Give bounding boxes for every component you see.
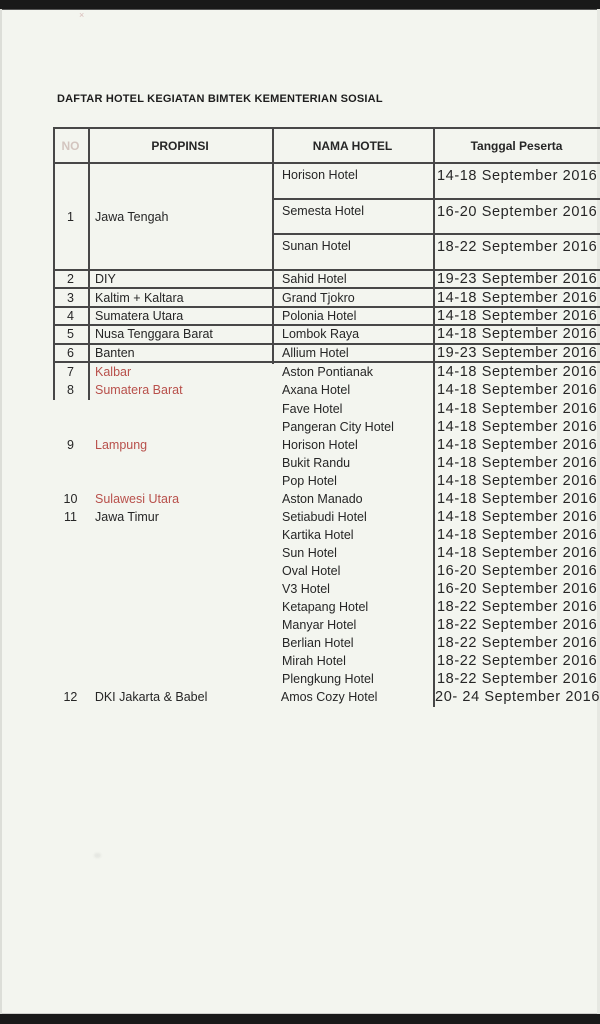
tanggal-cell: [433, 527, 600, 543]
tanggal-text: 14-18 September 2016: [437, 472, 598, 489]
tanggal-cell: [433, 653, 600, 669]
document-title: DAFTAR HOTEL KEGIATAN BIMTEK KEMENTERIAN SOSIAL: [57, 93, 383, 105]
hotel-cell: Berlian Hotel: [282, 636, 354, 651]
table-row: [53, 400, 600, 418]
no-cell: 11: [64, 509, 77, 524]
propinsi-cell: Sulawesi Utara: [95, 491, 180, 506]
tanggal-cell: [433, 617, 600, 633]
hotel-subrow: [272, 235, 600, 269]
tanggal-cell: [433, 599, 600, 615]
no-cell: 3: [67, 290, 74, 305]
hotel-cell: Kartika Hotel: [282, 527, 354, 542]
propinsi-cell: Jawa Tengah: [95, 209, 169, 224]
table-header-row: [53, 127, 600, 164]
tanggal-text: 14-18 September 2016: [437, 454, 598, 471]
hotel-cell: Aston Pontianak: [282, 365, 374, 380]
table-row: [53, 526, 600, 544]
tanggal-cell: [433, 345, 600, 361]
tanggal-text: 19-23 September 2016: [437, 344, 598, 361]
tanggal-text: 16-20 September 2016: [437, 203, 598, 220]
page-left-edge: [0, 9, 2, 1014]
group-hotel-subrows: [272, 164, 600, 269]
tanggal-text: 19-23 September 2016: [437, 271, 598, 288]
scan-smudge: [94, 853, 101, 858]
tanggal-cell: [433, 581, 600, 597]
tanggal-text: 18-22 September 2016: [437, 653, 598, 670]
table-row: [53, 670, 600, 688]
tanggal-text: 14-18 September 2016: [437, 307, 598, 324]
tanggal-text: 14-18 September 2016: [437, 436, 598, 453]
table-row: [53, 508, 600, 526]
propinsi-cell: Kaltim + Kaltara: [95, 290, 184, 305]
propinsi-cell: Lampung: [95, 437, 148, 452]
no-cell: 8: [67, 383, 74, 398]
tanggal-cell: [433, 382, 600, 398]
table-row: [53, 616, 600, 634]
hotel-cell: Pop Hotel: [282, 473, 337, 488]
header-propinsi: PROPINSI: [151, 138, 209, 153]
table-row: [53, 326, 600, 344]
tanggal-cell: [433, 455, 600, 471]
tanggal-text: 14-18 September 2016: [437, 289, 598, 306]
table-row: [53, 308, 600, 326]
hotel-cell: Setiabudi Hotel: [282, 509, 367, 524]
table-row: [53, 652, 600, 670]
tanggal-text: 14-18 September 2016: [437, 526, 598, 543]
tanggal-cell: [433, 419, 600, 435]
tanggal-text: 16-20 September 2016: [437, 581, 598, 598]
scan-artifact-mark: ×: [79, 10, 85, 20]
no-cell: 1: [67, 209, 74, 224]
tanggal-cell: [433, 271, 600, 287]
table-row: [53, 418, 600, 436]
tanggal-cell: [431, 689, 600, 705]
tanggal-cell: [433, 239, 600, 255]
table-row: [53, 688, 600, 706]
tanggal-cell: [433, 545, 600, 561]
propinsi-cell: Kalbar: [95, 365, 132, 380]
tanggal-text: 16-20 September 2016: [437, 562, 598, 579]
tanggal-cell: [433, 473, 600, 489]
hotel-cell: Plengkung Hotel: [282, 672, 374, 687]
tanggal-text: 14-18 September 2016: [437, 490, 598, 507]
hotel-cell: Manyar Hotel: [282, 618, 357, 633]
table-row: [53, 289, 600, 307]
table-row: [53, 544, 600, 562]
hotel-cell: Sun Hotel: [282, 545, 337, 560]
hotel-cell: Oval Hotel: [282, 563, 341, 578]
tanggal-cell: [433, 635, 600, 651]
hotel-cell: Semesta Hotel: [282, 203, 364, 218]
tanggal-text: 14-18 September 2016: [437, 418, 598, 435]
no-cell: 5: [67, 327, 74, 342]
no-cell: 6: [67, 345, 74, 360]
table-row: [53, 634, 600, 652]
table-row: [53, 381, 600, 399]
tanggal-cell: [433, 437, 600, 453]
table-row: [53, 562, 600, 580]
tanggal-text: 14-18 September 2016: [437, 168, 598, 184]
photo-bottom-band: [0, 1013, 600, 1024]
hotel-cell: Sahid Hotel: [282, 272, 347, 287]
table-border-left: [53, 127, 55, 400]
hotel-cell: Fave Hotel: [282, 401, 343, 416]
table-row: [53, 363, 600, 381]
no-cell: 2: [67, 272, 74, 287]
table-row: [53, 454, 600, 472]
tanggal-cell: [433, 491, 600, 507]
no-cell: 10: [63, 491, 78, 506]
tanggal-cell: [433, 326, 600, 342]
tanggal-cell: [433, 364, 600, 380]
tanggal-text: 20- 24 September 2016: [435, 689, 600, 706]
hotel-cell: Grand Tjokro: [282, 290, 355, 305]
table-row: [53, 472, 600, 490]
tanggal-text: 14-18 September 2016: [437, 544, 598, 561]
propinsi-cell: Sumatera Utara: [95, 308, 184, 323]
hotel-cell: Allium Hotel: [282, 345, 349, 360]
tanggal-cell: [433, 563, 600, 579]
hotel-cell: Ketapang Hotel: [282, 600, 369, 615]
tanggal-text: 14-18 September 2016: [437, 382, 598, 399]
tanggal-text: 18-22 September 2016: [437, 599, 598, 616]
propinsi-cell: DIY: [95, 272, 116, 287]
table-divider-propinsi: [272, 127, 274, 364]
hotel-cell: Pangeran City Hotel: [282, 419, 394, 434]
tanggal-text: 18-22 September 2016: [437, 617, 598, 634]
tanggal-cell: [433, 168, 600, 184]
hotel-cell: Polonia Hotel: [282, 308, 357, 323]
tanggal-text: 18-22 September 2016: [437, 671, 598, 688]
no-cell: 9: [67, 437, 74, 452]
tanggal-text: 14-18 September 2016: [437, 508, 598, 525]
table-row: [53, 580, 600, 598]
header-tanggal-peserta: Tanggal Peserta: [470, 138, 563, 153]
table-row: [53, 271, 600, 289]
propinsi-cell: Nusa Tenggara Barat: [95, 327, 213, 342]
propinsi-cell: Banten: [95, 345, 135, 360]
header-no: NO: [61, 138, 80, 153]
table-row: [53, 490, 600, 508]
propinsi-cell: Sumatera Barat: [95, 383, 183, 398]
tanggal-text: 18-22 September 2016: [437, 635, 598, 652]
tanggal-cell: [433, 204, 600, 220]
no-cell: 7: [67, 365, 74, 380]
hotel-cell: Aston Manado: [282, 491, 363, 506]
hotel-cell: Mirah Hotel: [282, 654, 346, 669]
tanggal-cell: [433, 671, 600, 687]
tanggal-text: 14-18 September 2016: [437, 364, 598, 381]
photo-top-band: [0, 0, 600, 10]
hotel-cell: Axana Hotel: [282, 383, 351, 398]
tanggal-text: 18-22 September 2016: [437, 239, 598, 256]
hotel-subrow: [272, 164, 600, 200]
table-divider-no: [88, 127, 90, 400]
tanggal-text: 14-18 September 2016: [437, 400, 598, 417]
tanggal-cell: [433, 290, 600, 306]
propinsi-cell: Jawa Timur: [95, 509, 159, 524]
table-row: [53, 436, 600, 454]
tanggal-cell: [433, 401, 600, 417]
table-divider-tanggal: [433, 127, 435, 707]
table-row: [53, 598, 600, 616]
no-cell: 12: [63, 690, 78, 705]
hotel-cell: Horison Hotel: [282, 437, 358, 452]
hotel-cell: Amos Cozy Hotel: [280, 690, 378, 705]
hotel-cell: Bukit Randu: [282, 455, 351, 470]
hotel-cell: Lombok Raya: [282, 327, 360, 342]
hotel-cell: Horison Hotel: [282, 168, 358, 182]
hotel-subrow: [272, 200, 600, 236]
hotel-cell: V3 Hotel: [282, 582, 330, 597]
table-row: [53, 345, 600, 363]
table-rows: [53, 271, 600, 706]
propinsi-cell: DKI Jakarta & Babel: [94, 690, 208, 705]
tanggal-cell: [433, 308, 600, 324]
tanggal-cell: [433, 509, 600, 525]
tanggal-text: 14-18 September 2016: [437, 326, 598, 343]
table-row-group-jawa-tengah: [53, 164, 600, 271]
hotel-table: [53, 127, 600, 706]
hotel-cell: Sunan Hotel: [282, 239, 351, 254]
header-nama-hotel: NAMA HOTEL: [312, 138, 393, 153]
no-cell: 4: [67, 308, 74, 323]
